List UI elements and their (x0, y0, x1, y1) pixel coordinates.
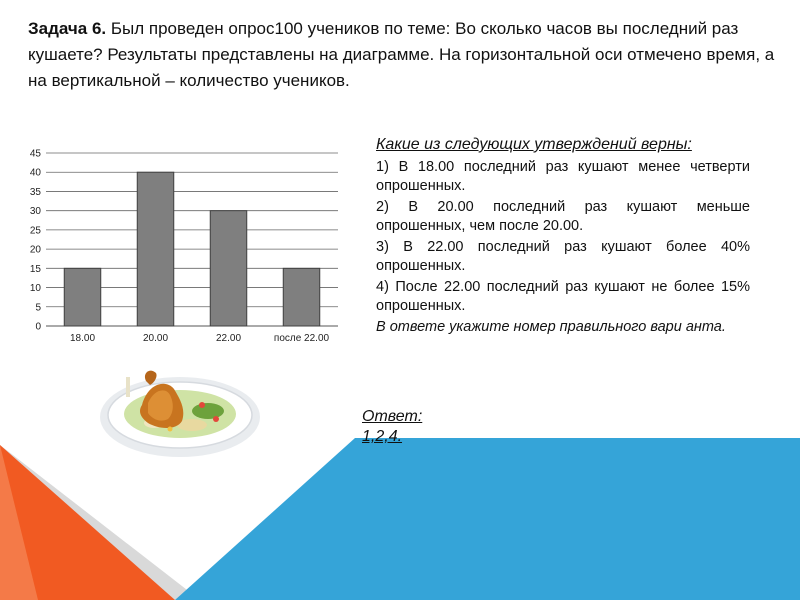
statement-1: 1) В 18.00 последний раз кушают менее четверти опрошенных. (376, 159, 750, 194)
y-tick-label: 0 (35, 321, 41, 333)
task-title (28, 16, 778, 94)
answer-value: 1,2,4. (362, 428, 403, 445)
answer-block (362, 407, 422, 447)
y-tick-label: 35 (29, 186, 41, 198)
x-tick-label: 18.00 (69, 333, 96, 344)
bar-chart (20, 145, 340, 350)
blue-band (175, 438, 800, 600)
answer-hint: В ответе укажите номер правильного вари анта. (376, 319, 726, 335)
bar (210, 211, 247, 326)
x-tick-label: 22.00 (215, 333, 242, 344)
x-tick-label: 20.00 (142, 333, 169, 344)
statement-3: 3) В 22.00 последний раз кушают более 40% опрошенных. (376, 239, 750, 274)
x-tick-label: после 22.00 (273, 333, 330, 344)
task-label: Задача 6. (28, 19, 107, 38)
question-heading: Какие из следующих утверждений верны: (376, 136, 692, 153)
y-tick-label: 40 (29, 167, 41, 179)
y-tick-label: 30 (29, 206, 41, 218)
y-tick-label: 20 (29, 244, 41, 256)
answer-label: Ответ: (362, 408, 423, 425)
statement-4: 4) После 22.00 последний раз кушают не более 15% опрошенных. (376, 279, 750, 314)
y-tick-label: 5 (35, 302, 41, 314)
bar (137, 172, 174, 326)
bar (283, 268, 320, 326)
bar (64, 268, 101, 326)
y-tick-label: 45 (29, 148, 41, 160)
y-tick-label: 15 (29, 263, 41, 275)
statement-2: 2) В 20.00 последний раз кушают меньше опрошенных, чем после 20.00. (376, 199, 750, 234)
question-block (376, 134, 750, 337)
y-tick-label: 25 (29, 225, 41, 237)
food-plate-icon (96, 359, 264, 466)
y-tick-label: 10 (29, 283, 41, 295)
task-text: Был проведен опрос100 учеников по теме: Во сколько часов вы последний раз кушаете? Результаты представлены на диаграмме. На горизонтальной оси отмечено время, а на вертикальной – количество учеников. (28, 19, 775, 90)
